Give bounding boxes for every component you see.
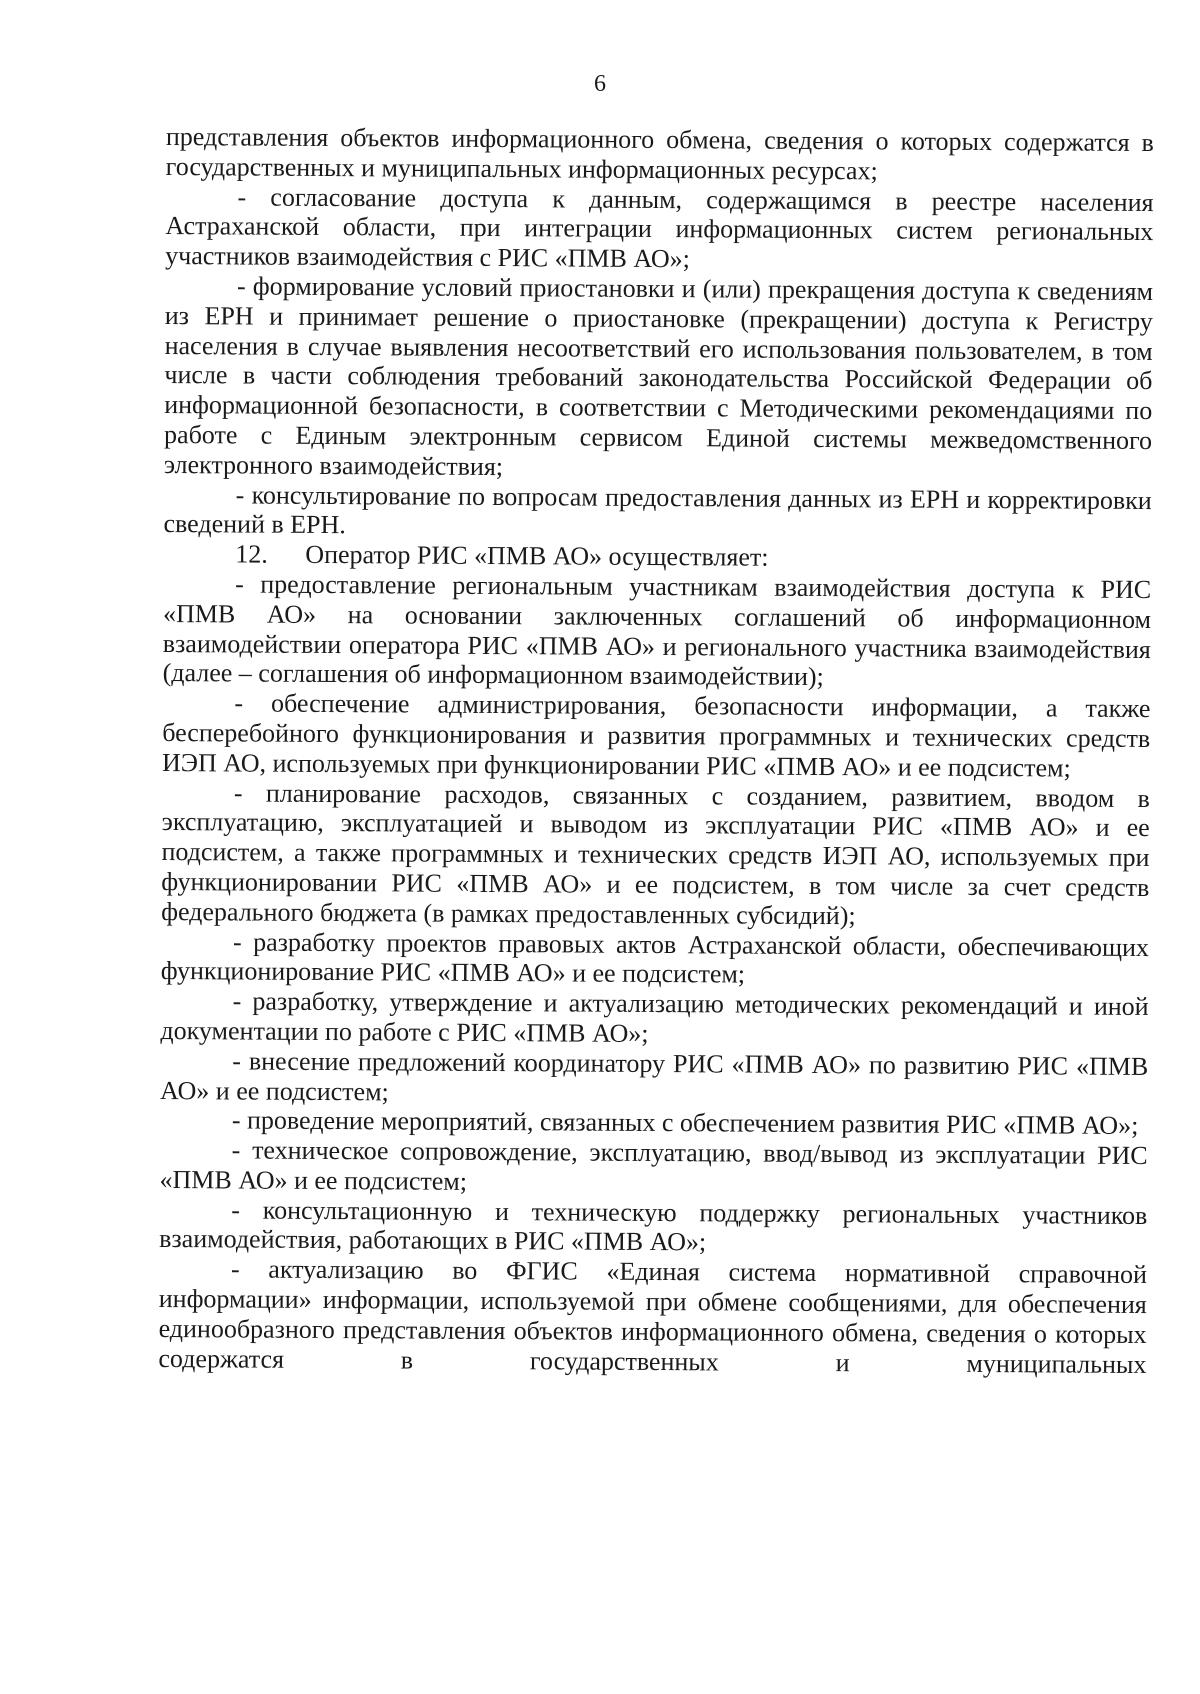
list-item-tech-support-operation: - техническое сопровождение, эксплуатацию, ввод/вывод из эксплуатации РИС «ПМВ АО» и ее подсистем; bbox=[159, 1135, 1148, 1196]
list-item-consulting-support: - консультационную и техническую поддержку региональных участников взаимодействия, работающих в РИС «ПМВ АО»; bbox=[159, 1195, 1148, 1257]
list-item-consulting: - консультирование по вопросам предоставления данных из ЕРН и корректировки сведений в ЕРН. bbox=[163, 479, 1152, 540]
list-item-access-agreement: - согласование доступа к данным, содержащимся в реестре населения Астраханской области, при интеграции информационных систем региональных участников взаимодействия с РИС «ПМВ АО»; bbox=[165, 182, 1154, 274]
list-item-administration: - обеспечение администрирования, безопасности информации, а также бесперебойного функционирования и развития программных и технических средств ИЭП АО, используемых при функционировании РИС «ПМВ АО» и ее подсистем; bbox=[162, 688, 1151, 783]
list-item-legal-acts: - разработку проектов правовых актов Астраханской области, обеспечивающих функционирование РИС «ПМВ АО» и ее подсистем; bbox=[160, 926, 1150, 989]
paragraph-continuation: представления объектов информационного обмена, сведения о которых содержатся в государственных и муниципальных информационных ресурсах; bbox=[165, 122, 1154, 186]
page-number: 6 bbox=[594, 71, 606, 97]
clause-text: Оператор РИС «ПМВ АО» осуществляет: bbox=[305, 540, 769, 572]
list-item-methodical-docs: - разработку, утверждение и актуализацию методических рекомендаций и иной документации по работе с РИС «ПМВ АО»; bbox=[160, 986, 1149, 1048]
clause-number: 12. bbox=[235, 539, 268, 569]
list-item-expense-planning: - планирование расходов, связанных с созданием, развитием, вводом в эксплуатацию, эксплуатацией и выводом из эксплуатации РИС «ПМВ АО» и ее подсистем, а также программных и технических средств ИЭП АО, используемых при функционировании РИС «ПМВ АО» и ее подсистем, в том числе за счет средств федерального бюджета (в рамках предоставленных субсидий); bbox=[161, 777, 1150, 930]
list-item-fgis-update: - актуализацию во ФГИС «Единая система нормативной справочной информации» информации, используемой при обмене сообщениями, для обеспечения единообразного представления объектов информационного обмена, сведения о которых содержатся в государственных и муниципальных bbox=[158, 1254, 1148, 1379]
document-body bbox=[158, 122, 1154, 1379]
list-item-development-events: - проведение мероприятий, связанных с обеспечением развития РИС «ПМВ АО»; bbox=[231, 1105, 1139, 1141]
list-item-proposals: - внесение предложений координатору РИС «ПМВ АО» по развитию РИС «ПМВ АО» и ее подсистем; bbox=[159, 1046, 1149, 1106]
list-item-provide-access: - предоставление региональным участникам взаимодействия доступа к РИС «ПМВ АО» на основании заключенных соглашений об информационном взаимодействии оператора РИС «ПМВ АО» и регионального участника взаимодействия (далее – соглашения об информационном взаимодействии); bbox=[162, 569, 1152, 692]
list-item-suspension-conditions: - формирование условий приостановки и (или) прекращения доступа к сведениям из ЕРН и принимает решение о приостановке (прекращении) доступа к Регистру населения в случае выявления несоответствий его использования пользователем, в том числе в части соблюдения требований законодательства Российской Федерации об информационной безопасности, в соответствии с Методическими рекомендациями по работе с Единым электронным сервисом Единой системы межведомственного электронного взаимодействия; bbox=[163, 271, 1154, 481]
